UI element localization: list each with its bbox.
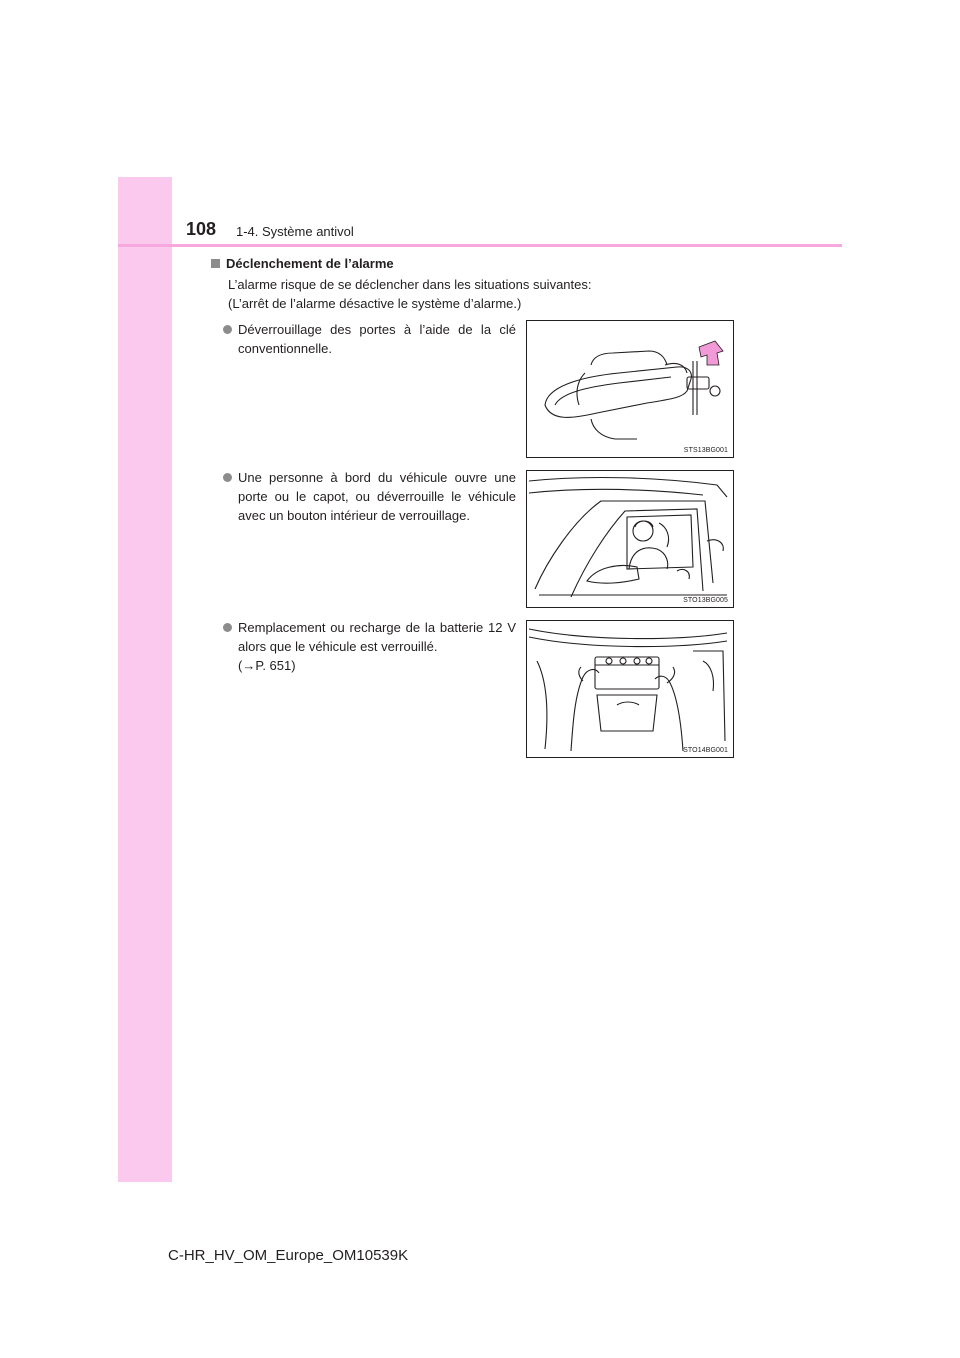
figure-person-in-car xyxy=(526,470,734,608)
bullet-text-1: Déverrouillage des portes à l’aide de la clé conventionnelle. xyxy=(238,322,516,356)
round-bullet-icon xyxy=(223,473,232,482)
round-bullet-icon xyxy=(223,325,232,334)
battery-illustration xyxy=(527,621,733,757)
bullet-item-1 xyxy=(223,320,516,358)
bullet-text-3 xyxy=(238,618,516,675)
turn-arrow-icon xyxy=(699,341,723,365)
intro-line-2: (L’arrêt de l’alarme désactive le système d’alarme.) xyxy=(228,296,522,311)
square-bullet-icon xyxy=(211,259,220,268)
bullet-item-2 xyxy=(223,468,516,525)
car-interior-illustration xyxy=(527,471,733,607)
bullet-item-3 xyxy=(223,618,516,675)
margin-strip xyxy=(118,177,172,1182)
door-handle-illustration xyxy=(527,321,733,457)
figure-battery-replacement xyxy=(526,620,734,758)
heading-text: Déclenchement de l’alarme xyxy=(226,256,394,271)
figure-code: STO13BG005 xyxy=(683,597,728,604)
bullet-text-3-main: Remplacement ou recharge de la batterie 12 V alors que le véhicule est verrouillé. xyxy=(238,620,516,654)
figure-code: STO14BG001 xyxy=(683,747,728,754)
bullet-text-2: Une personne à bord du véhicule ouvre une porte ou le capot, ou déverrouille le véhicule avec un bouton intérieur de verrouillage. xyxy=(238,470,516,523)
section-heading xyxy=(211,256,394,271)
document-id-footer: C-HR_HV_OM_Europe_OM10539K xyxy=(168,1247,409,1264)
intro-line-1: L’alarme risque de se déclencher dans les situations suivantes: xyxy=(228,277,592,292)
intro-paragraph xyxy=(228,275,748,313)
page-number: 108 xyxy=(186,219,217,239)
figure-door-handle-key xyxy=(526,320,734,458)
page-reference-link[interactable]: (→P. 651) xyxy=(238,658,296,673)
section-title: 1-4. Système antivol xyxy=(236,224,354,239)
round-bullet-icon xyxy=(223,623,232,632)
header-rule xyxy=(118,244,842,247)
figure-code: STS13BG001 xyxy=(683,447,728,454)
